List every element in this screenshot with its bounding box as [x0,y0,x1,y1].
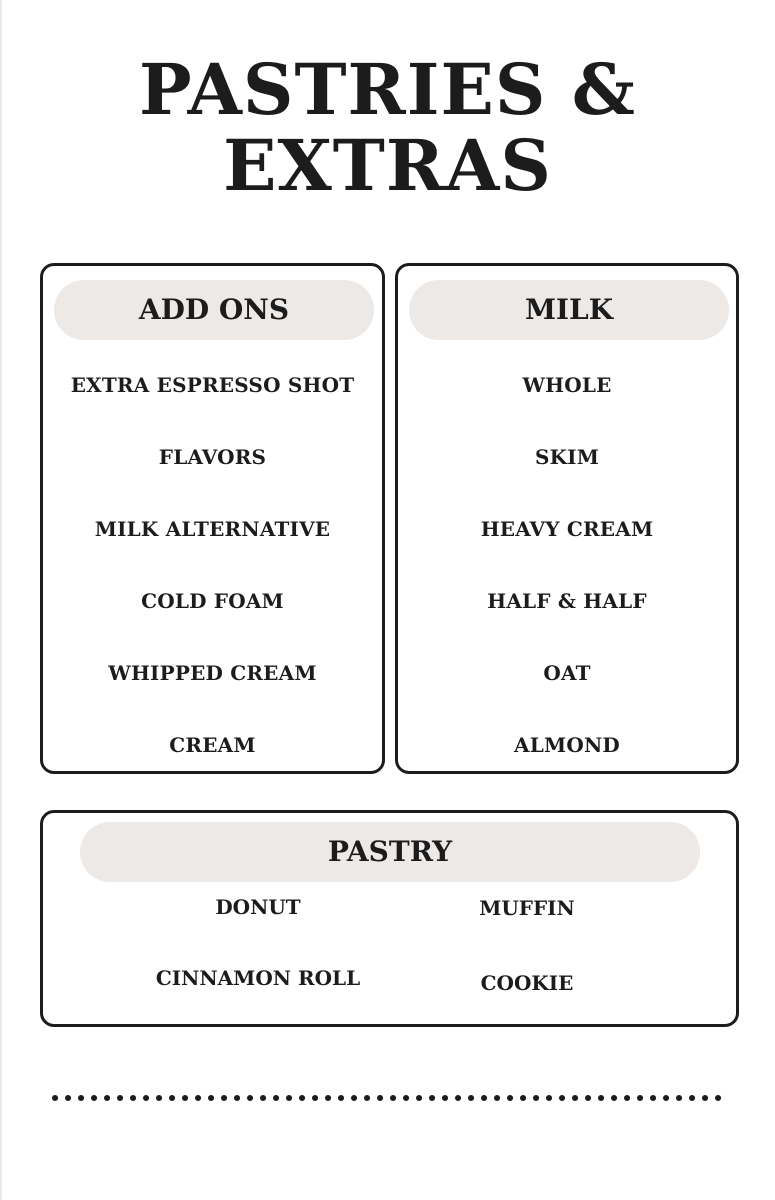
pastry-item-donut: DONUT [215,895,301,919]
pastry-heading: PASTRY [80,822,700,882]
milk-heading: MILK [409,280,729,340]
milk-list [398,363,736,795]
addons-item: WHIPPED CREAM [108,661,317,685]
addons-card [40,263,385,774]
pastry-item-muffin: MUFFIN [479,896,575,920]
addons-item: MILK ALTERNATIVE [94,517,331,541]
milk-card [395,263,739,774]
addons-item: CREAM [169,733,256,757]
addons-heading: ADD ONS [54,280,374,340]
milk-item: HALF & HALF [487,589,647,613]
addons-item: EXTRA ESPRESSO SHOT [70,373,355,397]
milk-item: HEAVY CREAM [480,517,654,541]
menu-title [0,48,775,207]
pastry-item-cookie: COOKIE [480,971,574,995]
milk-item: OAT [543,661,591,685]
pastry-item-cinnamon-roll: CINNAMON ROLL [155,966,361,990]
dotted-divider [50,1091,725,1105]
addons-list [43,363,382,795]
addons-item: COLD FOAM [141,589,284,613]
milk-item: WHOLE [522,373,612,397]
milk-item: SKIM [534,445,600,469]
pastry-card [40,810,739,1027]
menu-title-line-2: EXTRAS [223,124,552,207]
menu-title-line-1: PASTRIES & [139,48,636,131]
milk-item: ALMOND [514,733,620,757]
addons-item: FLAVORS [158,445,267,469]
